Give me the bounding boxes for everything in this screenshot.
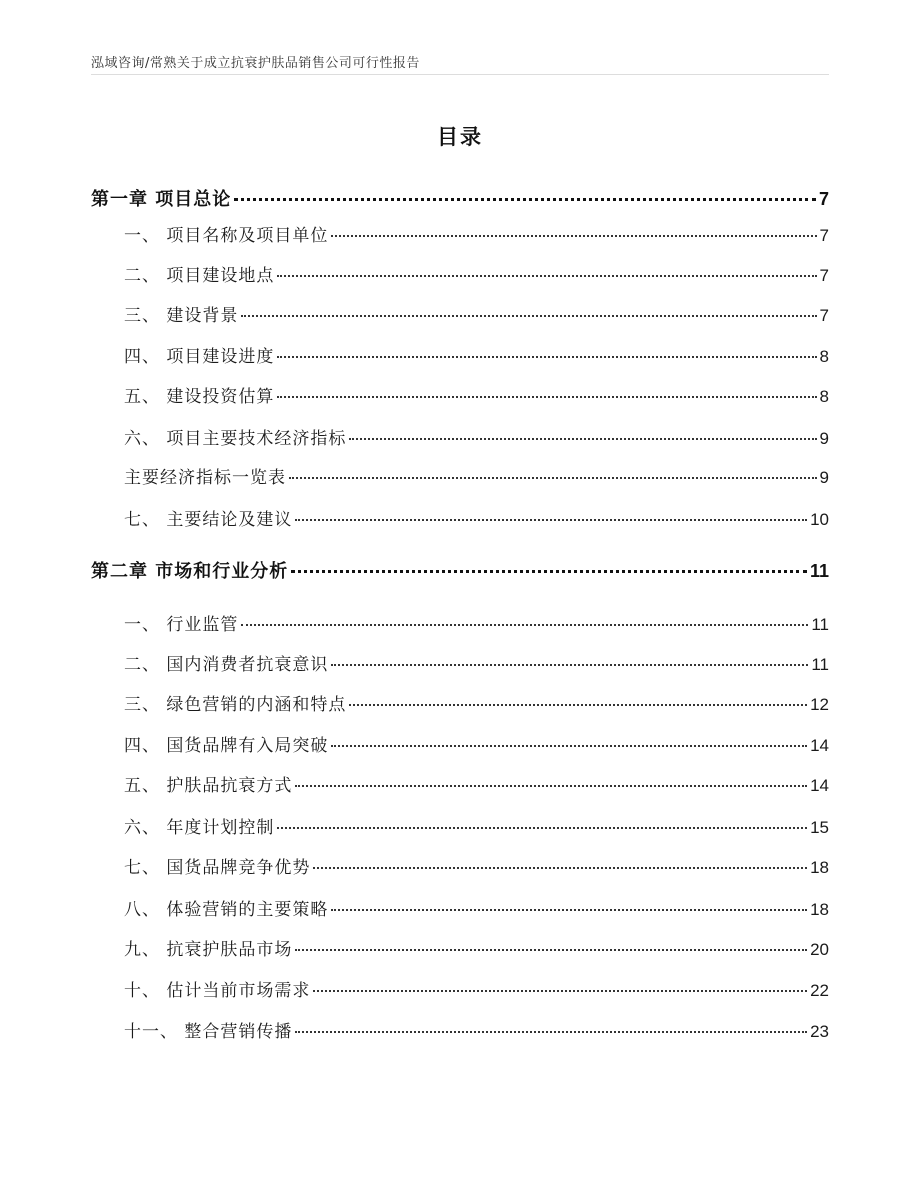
toc-page-number: 11: [809, 561, 829, 581]
toc-section-entry[interactable]: [124, 424, 829, 449]
toc-page-number: 20: [810, 940, 829, 959]
toc-page-number: 9: [819, 429, 829, 448]
toc-dot-leader: [277, 275, 816, 277]
toc-section-entry[interactable]: [124, 463, 829, 488]
toc-dot-leader: [313, 867, 807, 869]
toc-entry-label: 二、 项目建设地点: [124, 266, 275, 286]
toc-chapter-entry[interactable]: [91, 557, 829, 583]
toc-page-number: 10: [810, 510, 829, 529]
toc-entry-label: 一、 项目名称及项目单位: [124, 226, 329, 246]
toc-entry-label: 四、 国货品牌有入局突破: [124, 736, 329, 756]
toc-page-number: 23: [810, 1022, 829, 1041]
toc-section-entry[interactable]: [124, 610, 829, 635]
toc-page-number: 11: [811, 615, 829, 634]
toc-page-number: 9: [819, 468, 829, 487]
toc-page-number: 8: [819, 347, 829, 366]
toc-entry-label: 第二章 市场和行业分析: [91, 561, 289, 582]
toc-dot-leader: [234, 198, 816, 201]
toc-dot-leader: [277, 827, 807, 829]
toc-page-number: 14: [810, 736, 829, 755]
toc-dot-leader: [277, 396, 816, 398]
header-rule: [91, 74, 829, 75]
toc-section-entry[interactable]: [124, 505, 829, 530]
toc-page-number: 7: [819, 266, 829, 285]
toc-dot-leader: [241, 624, 808, 626]
toc-section-entry[interactable]: [124, 342, 829, 367]
toc-dot-leader: [241, 315, 816, 317]
toc-page-number: 15: [810, 818, 829, 837]
toc-entry-label: 第一章 项目总论: [91, 189, 232, 210]
toc-section-entry[interactable]: [124, 976, 829, 1001]
toc-section-entry[interactable]: [124, 935, 829, 960]
toc-section-entry[interactable]: [124, 221, 829, 246]
toc-dot-leader: [331, 664, 808, 666]
toc-page-number: 7: [819, 226, 829, 245]
toc-section-entry[interactable]: [124, 771, 829, 796]
toc-chapter-entry[interactable]: [91, 185, 829, 211]
toc-entry-label: 主要经济指标一览表: [124, 468, 286, 488]
toc-section-entry[interactable]: [124, 813, 829, 838]
toc-entry-label: 二、 国内消费者抗衰意识: [124, 655, 329, 675]
toc-section-entry[interactable]: [124, 731, 829, 756]
toc-page-number: 22: [810, 981, 829, 1000]
toc-section-entry[interactable]: [124, 690, 829, 715]
toc-entry-label: 十、 估计当前市场需求: [124, 981, 311, 1001]
toc-page-number: 18: [810, 900, 829, 919]
toc-page-number: 7: [818, 189, 829, 209]
toc-section-entry[interactable]: [124, 382, 829, 407]
toc-entry-label: 五、 护肤品抗衰方式: [124, 776, 293, 796]
toc-dot-leader: [313, 990, 807, 992]
toc-section-entry[interactable]: [124, 650, 829, 675]
toc-section-entry[interactable]: [124, 853, 829, 878]
toc-dot-leader: [331, 235, 816, 237]
toc-section-entry[interactable]: [124, 895, 829, 920]
toc-page-number: 12: [810, 695, 829, 714]
toc-entry-label: 六、 项目主要技术经济指标: [124, 429, 347, 449]
toc-entry-label: 七、 国货品牌竞争优势: [124, 858, 311, 878]
toc-entry-label: 五、 建设投资估算: [124, 387, 275, 407]
toc-entry-label: 三、 绿色营销的内涵和特点: [124, 695, 347, 715]
toc-page-number: 8: [819, 387, 829, 406]
toc-dot-leader: [349, 704, 807, 706]
toc-dot-leader: [331, 745, 807, 747]
toc-dot-leader: [295, 785, 807, 787]
toc-title: 目录: [437, 125, 483, 149]
toc-entry-label: 四、 项目建设进度: [124, 347, 275, 367]
toc-section-entry[interactable]: [124, 261, 829, 286]
toc-entry-label: 八、 体验营销的主要策略: [124, 900, 329, 920]
toc-entry-label: 六、 年度计划控制: [124, 818, 275, 838]
toc-page-number: 11: [811, 655, 829, 674]
toc-dot-leader: [295, 519, 807, 521]
toc-dot-leader: [331, 909, 807, 911]
toc-entry-label: 七、 主要结论及建议: [124, 510, 293, 530]
toc-dot-leader: [277, 356, 816, 358]
toc-dot-leader: [289, 477, 817, 479]
toc-page-number: 14: [810, 776, 829, 795]
toc-dot-leader: [291, 570, 807, 573]
toc-section-entry[interactable]: [124, 1017, 829, 1042]
toc-entry-label: 十一、 整合营销传播: [124, 1022, 293, 1042]
toc-dot-leader: [295, 1031, 807, 1033]
toc-section-entry[interactable]: [124, 301, 829, 326]
toc-entry-label: 九、 抗衰护肤品市场: [124, 940, 293, 960]
toc-dot-leader: [349, 438, 816, 440]
toc-page-number: 7: [819, 306, 829, 325]
toc-entry-label: 一、 行业监管: [124, 615, 239, 635]
toc-entry-label: 三、 建设背景: [124, 306, 239, 326]
toc-dot-leader: [295, 949, 807, 951]
running-header: 泓域咨询/常熟关于成立抗衰护肤品销售公司可行性报告: [91, 56, 420, 71]
toc-page-number: 18: [810, 858, 829, 877]
